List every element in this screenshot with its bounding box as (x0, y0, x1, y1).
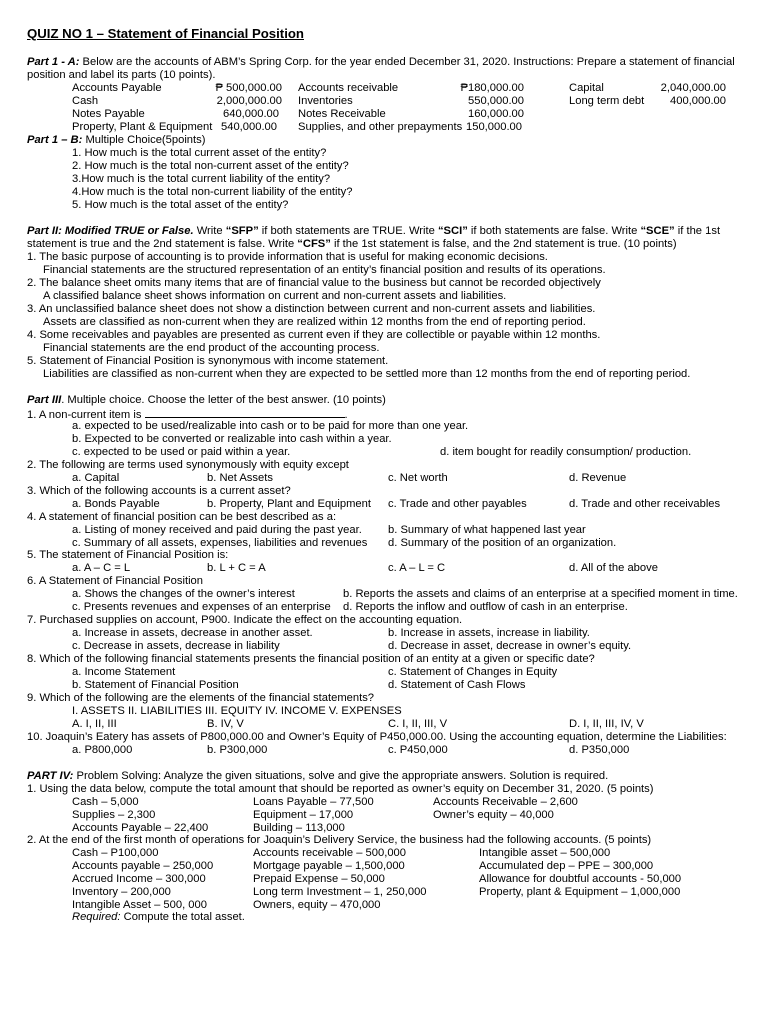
mc-option: d. Decrease in asset, decrease in owner’s equity. (388, 640, 632, 652)
account-amount: 400,000.00 (670, 95, 726, 107)
mc-question: 4. A statement of financial position can be best described as a: (27, 511, 337, 523)
part2-instructions (27, 225, 720, 238)
mc-question: 10. Joaquin’s Eatery has assets of P800,000.00 and Owner’s Equity of P450,000.00. Using the accounting equation, determine the Liabilities: (27, 731, 727, 743)
mc-question: 8. Which of the following financial statements presents the financial position of an entity at a given or specific date? (27, 653, 595, 665)
part2-text: statement is true and the 2nd statement is false. Write (27, 238, 298, 250)
problem-account: Supplies – 2,300 (72, 809, 156, 821)
mc-option: a. expected to be used/realizable into cash or to be paid for more than one year. (72, 420, 469, 432)
account-amount: 2,040,000.00 (660, 82, 726, 94)
mc-option: b. Reports the assets and claims of an enterprise at a specified moment in time. (343, 588, 738, 600)
mc-option: b. L + C = A (207, 562, 266, 574)
part4-text: Problem Solving: Analyze the given situations, solve and give the appropriate answers. Solution is required. (73, 770, 609, 782)
mc-option: b. Summary of what happened last year (388, 524, 586, 536)
mc-option: d. Statement of Cash Flows (388, 679, 526, 691)
problem-account: Accrued Income – 300,000 (72, 873, 206, 885)
question-item: 2. How much is the total non-current asset of the entity? (72, 160, 349, 172)
mc-option: a. Shows the changes of the owner’s interest (72, 588, 295, 600)
question-item: 3.How much is the total current liability of the entity? (72, 173, 331, 185)
problem-1: 1. Using the data below, compute the total amount that should be reported as owner’s equity on December 31, 2020. (5 points) (27, 783, 654, 795)
mc-option: a. Capital (72, 472, 120, 484)
mc-option: d. Reports the inflow and outflow of cash in an enterprise. (343, 601, 628, 613)
problem-account: Long term Investment – 1, 250,000 (253, 886, 427, 898)
tf-statement: Liabilities are classified as non-current when they are expected to be settled more than 12 months from the end of reporting period. (43, 368, 691, 380)
mc-option: a. Increase in assets, decrease in another asset. (72, 627, 313, 639)
problem-account: Accounts Payable – 22,400 (72, 822, 209, 834)
code-sce: “SCE” (640, 225, 675, 237)
account-name: Accounts receivable (298, 82, 399, 94)
mc-option: a. P800,000 (72, 744, 133, 756)
account-amount: 160,000.00 (468, 108, 524, 120)
account-amount: ₱ 500,000.00 (215, 82, 282, 94)
required-text: Compute the total asset. (120, 911, 245, 923)
mc-option: b. Increase in assets, increase in liability. (388, 627, 590, 639)
mc-option: c. P450,000 (388, 744, 448, 756)
required-line (72, 911, 245, 924)
question-item: 4.How much is the total non-current liability of the entity? (72, 186, 353, 198)
problem-account: Loans Payable – 77,500 (253, 796, 374, 808)
account-amount: 2,000,000.00 (216, 95, 282, 107)
account-name: Cash (72, 95, 99, 107)
part2-text: if the 1st statement is false, and the 2nd statement is true. (10 points) (330, 238, 677, 250)
problem-account: Accounts payable – 250,000 (72, 860, 214, 872)
tf-statement: Financial statements are the end product of the accounting process. (43, 342, 380, 354)
account-amount: 550,000.00 (468, 95, 524, 107)
question-item: 1. How much is the total current asset of the entity? (72, 147, 327, 159)
mc-option: b. Net Assets (207, 472, 273, 484)
part1a-text-line2: position and label its parts (10 points). (27, 69, 216, 81)
problem-account: Intangible asset – 500,000 (479, 847, 611, 859)
mc-option: b. Property, Plant and Equipment (207, 498, 371, 510)
account-name: Notes Payable (72, 108, 145, 120)
mc-option: c. Presents revenues and expenses of an enterprise (72, 601, 331, 613)
required-label: Required: (72, 911, 121, 923)
account-name: Capital (569, 82, 604, 94)
mc-option: C. I, II, III, V (388, 718, 448, 730)
mc-option: c. Decrease in assets, decrease in liability (72, 640, 280, 652)
part1b-heading (27, 134, 205, 147)
problem-account: Equipment – 17,000 (253, 809, 354, 821)
mc-option: d. item bought for readily consumption/ production. (440, 446, 692, 458)
tf-statement: 5. Statement of Financial Position is synonymous with income statement. (27, 355, 389, 367)
answer-blank (145, 407, 345, 418)
problem-account: Cash – P100,000 (72, 847, 159, 859)
mc-question: 2. The following are terms used synonymously with equity except (27, 459, 349, 471)
tf-statement: 3. An unclassified balance sheet does not show a distinction between current and non-current assets and liabilities. (27, 303, 596, 315)
tf-statement: Financial statements are the structured representation of an entity’s financial position and results of its operations. (43, 264, 606, 276)
mc-option: a. Income Statement (72, 666, 176, 678)
problem-account: Accounts Receivable – 2,600 (433, 796, 578, 808)
problem-account: Allowance for doubtful accounts - 50,000 (479, 873, 682, 885)
mc-option: d. All of the above (569, 562, 658, 574)
account-name: Inventories (298, 95, 353, 107)
tf-statement: 4. Some receivables and payables are presented as current even if they are collectible or payable within 12 months. (27, 329, 601, 341)
tf-statement: Assets are classified as non-current when they are realized within 12 months from the end of reporting period. (43, 316, 586, 328)
problem-account: Owners, equity – 470,000 (253, 899, 381, 911)
mc-option: a. Listing of money received and paid during the past year. (72, 524, 362, 536)
mc-question: 7. Purchased supplies on account, P900. Indicate the effect on the accounting equation. (27, 614, 463, 626)
mc-question-end: . (344, 409, 348, 421)
part4-label: PART IV: (27, 770, 74, 782)
problem-account: Building – 113,000 (253, 822, 345, 834)
part1b-text: Multiple Choice(5points) (82, 134, 206, 146)
mc-option: b. Statement of Financial Position (72, 679, 239, 691)
question-item: 5. How much is the total asset of the entity? (72, 199, 289, 211)
part1a-intro (27, 56, 735, 69)
part2-text: Write (193, 225, 226, 237)
account-amount: 150,000.00 (466, 121, 522, 133)
tf-statement: A classified balance sheet shows information on current and non-current assets and liabilities. (43, 290, 507, 302)
mc-option: d. Trade and other receivables (569, 498, 721, 510)
problem-account: Mortgage payable – 1,500,000 (253, 860, 405, 872)
code-cfs: “CFS” (297, 238, 331, 250)
part2-text: if the 1st (674, 225, 721, 237)
part3-label: Part III (27, 394, 62, 406)
problem-2: 2. At the end of the first month of operations for Joaquin’s Delivery Service, the business had the following accounts. (5 points) (27, 834, 652, 846)
account-name: Property, Plant & Equipment (72, 121, 213, 133)
mc-option: a. A – C = L (72, 562, 131, 574)
part1a-text: Below are the accounts of ABM’s Spring Corp. for the year ended December 31, 2020. Instructions: Prepare a statement of financial (79, 56, 735, 68)
mc-option: c. Summary of all assets, expenses, liabilities and revenues (72, 537, 368, 549)
mc-option: A. I, II, III (72, 718, 117, 730)
code-sci: “SCI” (437, 225, 468, 237)
mc-option: c. Trade and other payables (388, 498, 527, 510)
account-name: Accounts Payable (72, 82, 162, 94)
mc-option: c. A – L = C (388, 562, 446, 574)
part2-label: Part II: Modified TRUE or False. (27, 225, 194, 237)
problem-account: Intangible Asset – 500, 000 (72, 899, 207, 911)
problem-account: Owner’s equity – 40,000 (433, 809, 554, 821)
mc-option: c. expected to be used or paid within a year. (72, 446, 291, 458)
part4-heading (27, 770, 608, 783)
account-amount: 640,000.00 (223, 108, 279, 120)
part2-text: if both statements are TRUE. Write (258, 225, 438, 237)
mc-option: b. P300,000 (207, 744, 268, 756)
account-name: Notes Receivable (298, 108, 386, 120)
mc-option: D. I, II, III, IV, V (569, 718, 644, 730)
code-sfp: “SFP” (225, 225, 259, 237)
problem-account: Property, plant & Equipment – 1,000,000 (479, 886, 681, 898)
elements-list: I. ASSETS II. LIABILITIES III. EQUITY IV. INCOME V. EXPENSES (72, 705, 402, 717)
problem-account: Accumulated dep – PPE – 300,000 (479, 860, 654, 872)
tf-statement: 2. The balance sheet omits many items that are of financial value to the business but cannot be recorded objectively (27, 277, 601, 289)
part3-text: . Multiple choice. Choose the letter of the best answer. (10 points) (61, 394, 386, 406)
mc-option: d. Revenue (569, 472, 627, 484)
part2-text: if both statements are false. Write (467, 225, 641, 237)
problem-account: Accounts receivable – 500,000 (253, 847, 406, 859)
part1a-label: Part 1 - A: (27, 56, 80, 68)
part3-heading (27, 394, 386, 407)
mc-option: c. Statement of Changes in Equity (388, 666, 558, 678)
mc-option: b. Expected to be converted or realizable into cash within a year. (72, 433, 392, 445)
account-amount: ₱180,000.00 (460, 82, 524, 94)
mc-question: 3. Which of the following accounts is a current asset? (27, 485, 291, 497)
mc-option: a. Bonds Payable (72, 498, 160, 510)
mc-question: 9. Which of the following are the elements of the financial statements? (27, 692, 375, 704)
mc-option: d. Summary of the position of an organization. (388, 537, 617, 549)
account-amount: 540,000.00 (221, 121, 277, 133)
part2-instructions-line2 (27, 238, 677, 251)
problem-account: Cash – 5,000 (72, 796, 139, 808)
mc-option: B. IV, V (207, 718, 244, 730)
part1b-label: Part 1 – B: (27, 134, 83, 146)
account-name: Supplies, and other prepayments (298, 121, 463, 133)
quiz-title: QUIZ NO 1 – Statement of Financial Position (27, 26, 304, 41)
mc-question: 5. The statement of Financial Position is: (27, 549, 229, 561)
mc-question-text: 1. A non-current item is (27, 409, 142, 421)
problem-account: Inventory – 200,000 (72, 886, 171, 898)
problem-account: Prepaid Expense – 50,000 (253, 873, 385, 885)
mc-question: 6. A Statement of Financial Position (27, 575, 203, 587)
mc-option: c. Net worth (388, 472, 448, 484)
tf-statement: 1. The basic purpose of accounting is to provide information that is useful for making economic decisions. (27, 251, 548, 263)
account-name: Long term debt (569, 95, 645, 107)
mc-option: d. P350,000 (569, 744, 630, 756)
